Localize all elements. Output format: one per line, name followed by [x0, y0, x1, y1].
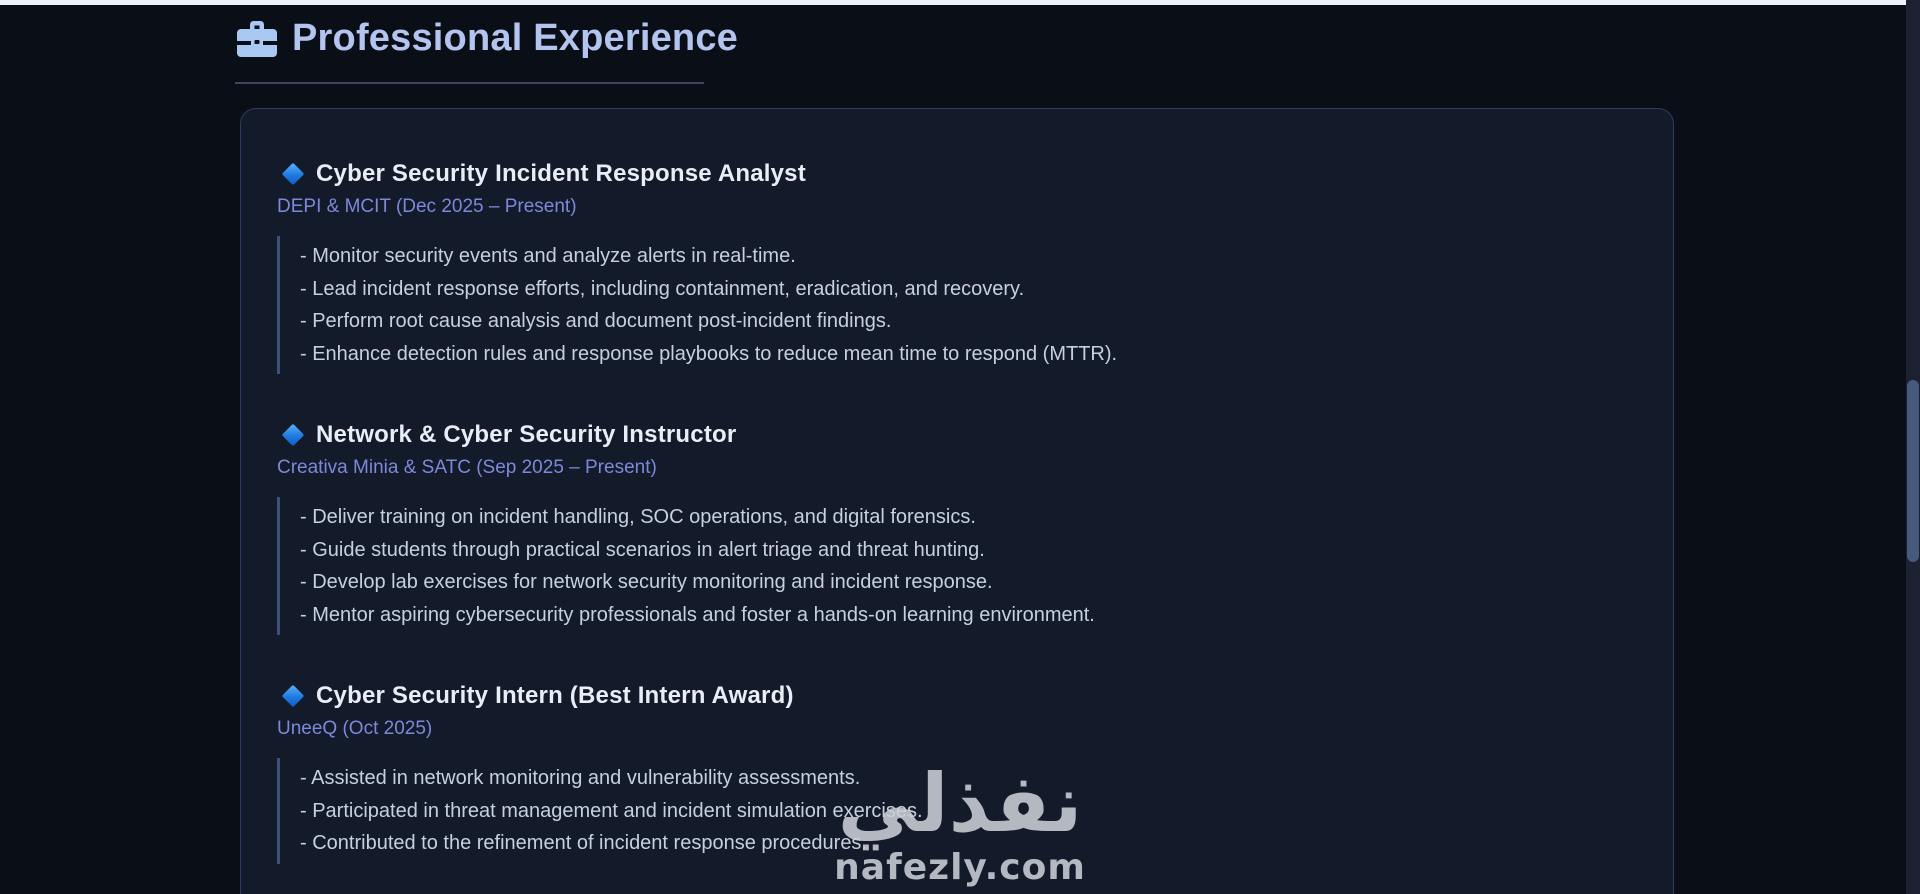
job-bullet: - Assisted in network monitoring and vulnerability assessments. [300, 767, 861, 789]
job-bullet: - Mentor aspiring cybersecurity professionals and foster a hands-on learning environment. [300, 603, 1095, 626]
job-title: Network & Cyber Security Instructor [316, 421, 737, 448]
scrollbar-track[interactable] [1906, 0, 1920, 894]
job-title: Cyber Security Incident Response Analyst [316, 160, 806, 187]
entry-title-row [277, 679, 1673, 713]
entry-title-row [277, 418, 1673, 452]
job-bullet: - Monitor security events and analyze alerts in real-time. [300, 245, 796, 267]
job-bullet: - Develop lab exercises for network security monitoring and incident response. [300, 571, 993, 593]
diamond-bullet-icon [282, 424, 305, 447]
job-meta: Creativa Minia & SATC (Sep 2025 – Present) [277, 457, 657, 478]
experience-entry [277, 157, 1673, 374]
job-bullet: - Perform root cause analysis and document post-incident findings. [300, 310, 892, 332]
top-strip [0, 0, 1920, 5]
header-underline [235, 82, 704, 84]
job-bullet: - Participated in threat management and incident simulation exercises. [300, 799, 923, 822]
job-bullet-list [277, 758, 1673, 864]
job-meta: UneeQ (Oct 2025) [277, 718, 433, 739]
watermark-arabic-text: نفذلي [837, 757, 1083, 850]
job-bullet: - Enhance detection rules and response playbooks to reduce mean time to respond (MTTR). [300, 342, 1118, 365]
section-header [237, 14, 738, 62]
page-title: Professional Experience [292, 17, 739, 59]
job-meta: DEPI & MCIT (Dec 2025 – Present) [277, 196, 577, 217]
job-bullet-list [277, 236, 1673, 374]
experience-entry [277, 418, 1673, 635]
experience-card [240, 108, 1674, 894]
job-bullet: - Guide students through practical scenarios in alert triage and threat hunting. [300, 538, 985, 561]
entry-title-row [277, 157, 1673, 191]
diamond-bullet-icon [282, 163, 305, 186]
experience-entry [277, 679, 1673, 864]
job-bullet-list [277, 497, 1673, 635]
briefcase-icon [237, 20, 277, 57]
job-bullet: - Lead incident response efforts, including containment, eradication, and recovery. [300, 277, 1025, 300]
scrollbar-thumb[interactable] [1907, 380, 1919, 562]
job-bullet: - Deliver training on incident handling, SOC operations, and digital forensics. [300, 506, 976, 528]
watermark-domain-text: nafezly.com [834, 847, 1086, 888]
job-bullet: - Contributed to the refinement of incident response procedures. [300, 832, 867, 854]
job-title: Cyber Security Intern (Best Intern Award) [316, 682, 794, 709]
diamond-bullet-icon [282, 685, 305, 708]
